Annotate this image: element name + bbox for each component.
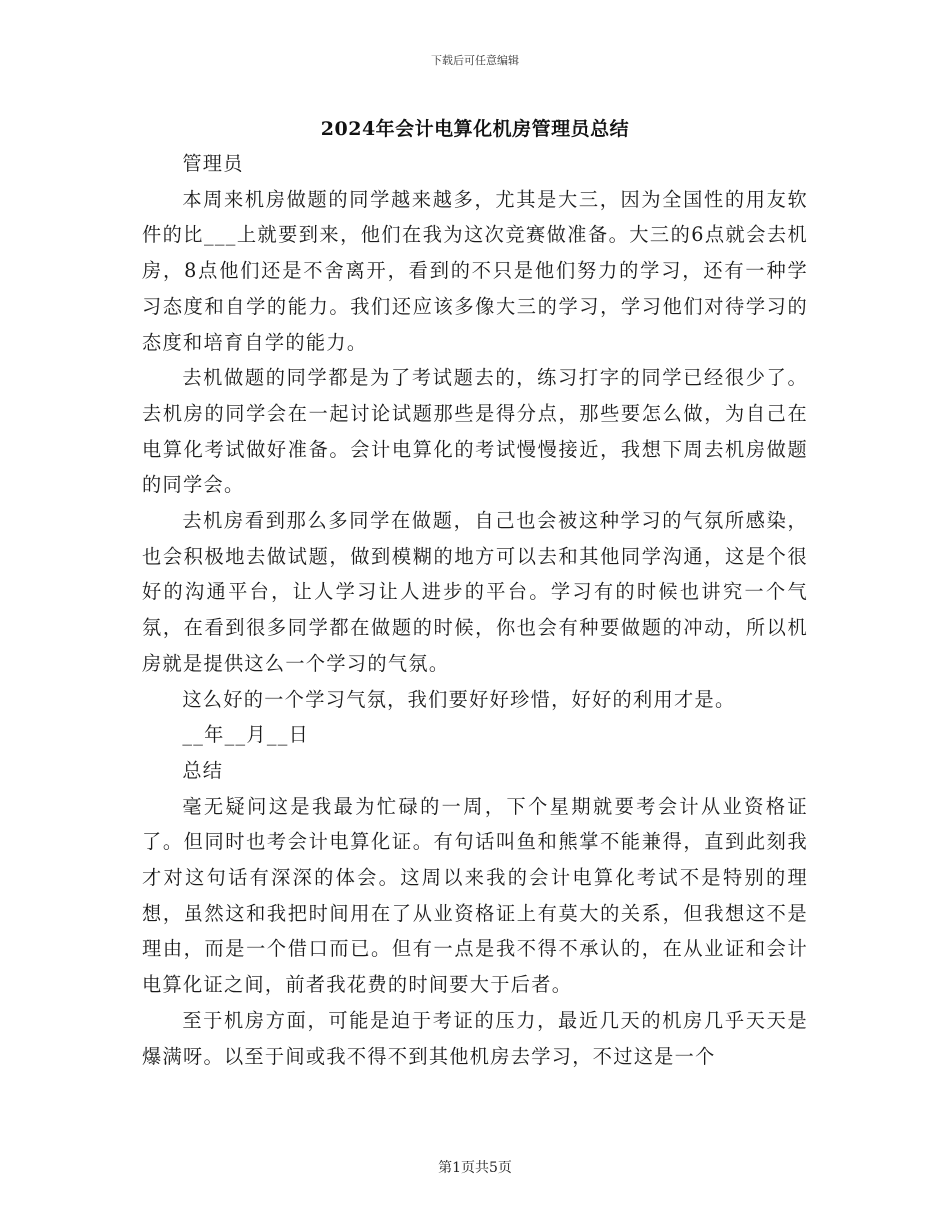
header-note: 下载后可任意编辑 <box>431 54 519 67</box>
paragraph: 去机房看到那么多同学在做题，自己也会被这种学习的气氛所感染，也会积极地去做试题，做到模糊的地方可以去和其他同学沟通，这是个很好的沟通平台，让人学习让人进步的平台。学习有的时候也讲究一个气氛，在看到很多同学都在做题的时候，你也会有种要做题的冲动，所以机房就是提供这么一个学习的气氛。 <box>142 509 808 675</box>
paragraph: 至于机房方面，可能是迫于考证的压力，最近几天的机房几乎天天是爆满呀。以至于间或我不得不到其他机房去学习，不过这是一个 <box>142 1008 808 1068</box>
paragraph: 本周来机房做题的同学越来越多，尤其是大三，因为全国性的用友软件的比___上就要到来，他们在我为这次竞赛做准备。大三的6点就会去机房，8点他们还是不舍离开，看到的不只是他们努力的学习，还有一种学习态度和自学的能力。我们还应该多像大三的学习，学习他们对待学习的态度和培育自学的能力。 <box>142 187 808 354</box>
document-title: 2024年会计电算化机房管理员总结 <box>320 118 630 140</box>
page-number: 第1页共5页 <box>438 1160 512 1176</box>
paragraph-subheading-admin: 管理员 <box>182 152 244 175</box>
document-body <box>142 146 808 1074</box>
paragraph: 去机做题的同学都是为了考试题去的，练习打字的同学已经很少了。去机房的同学会在一起讨论试题那些是得分点，那些要怎么做，为自己在电算化考试做好准备。会计电算化的考试慢慢接近，我想下周去机房做题的同学会。 <box>142 366 808 497</box>
paragraph: 毫无疑问这是我最为忙碌的一周，下个星期就要考会计从业资格证了。但同时也考会计电算化证。有句话叫鱼和熊掌不能兼得，直到此刻我才对这句话有深深的体会。这周以来我的会计电算化考试不是特别的理想，虽然这和我把时间用在了从业资格证上有莫大的关系，但我想这不是理由，而是一个借口而已。但有一点是我不得不承认的，在从业证和会计电算化证之间，前者我花费的时间要大于后者。 <box>142 794 808 997</box>
paragraph-subheading-summary: 总结 <box>182 758 224 782</box>
paragraph: 这么好的一个学习气氛，我们要好好珍惜，好好的利用才是。 <box>182 687 736 711</box>
date-line: __年__月__日 <box>182 723 310 747</box>
